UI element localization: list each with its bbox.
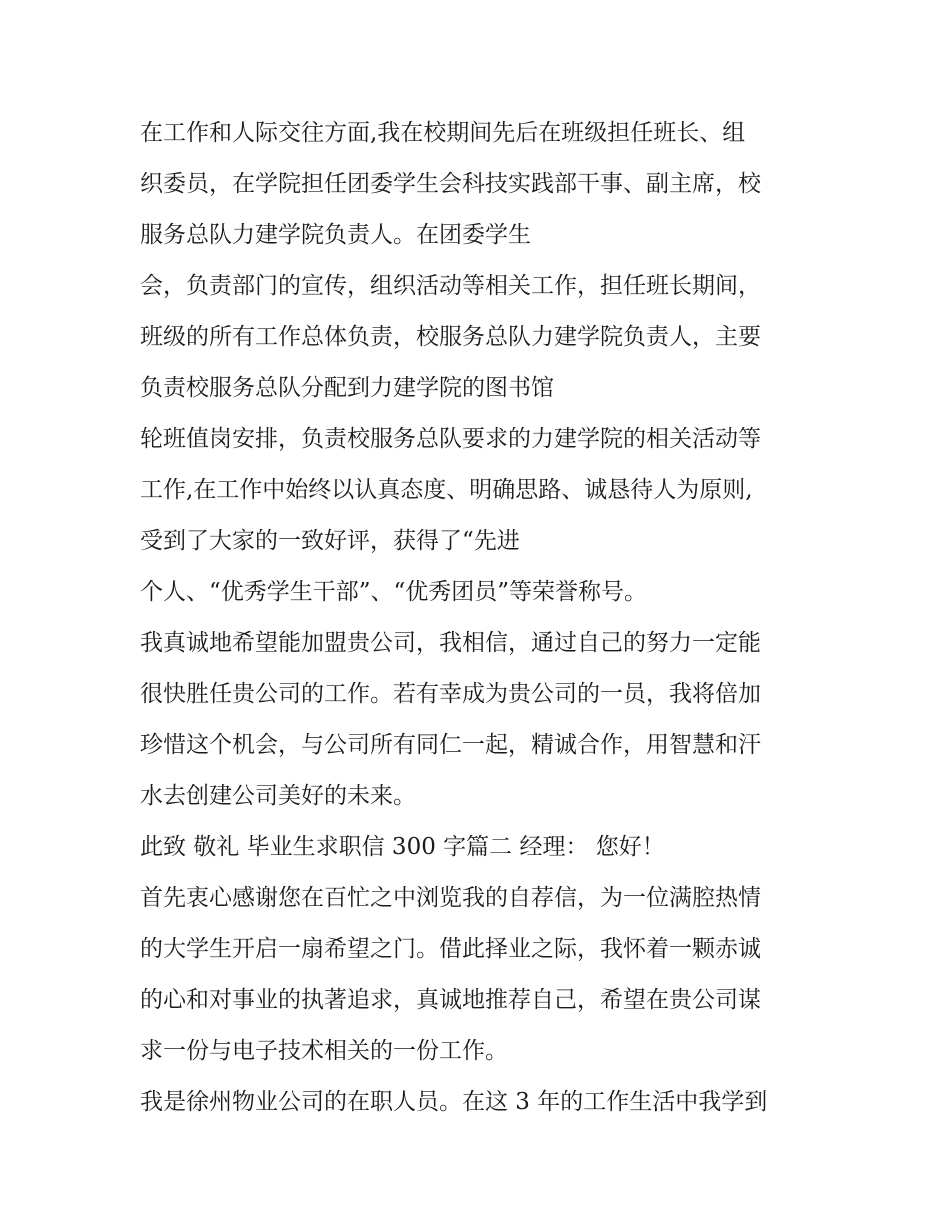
- text-line: 很快胜任贵公司的工作。若有幸成为贵公司的一员，我将倍加: [140, 681, 761, 707]
- text-line: 珍惜这个机会，与公司所有同仁一起，精诚合作，用智慧和汗: [140, 732, 761, 758]
- text-line: 负责校服务总队分配到力建学院的图书馆: [140, 375, 554, 401]
- text-line: 织委员，在学院担任团委学生会科技实践部干事、副主席，校: [140, 171, 761, 197]
- text-line: 我是徐州物业公司的在职人员。在这 3 年的工作生活中我学到: [140, 1089, 768, 1115]
- text-line: 水去创建公司美好的未来。: [140, 783, 416, 809]
- text-line: 我真诚地希望能加盟贵公司，我相信，通过自己的努力一定能: [140, 630, 761, 656]
- text-line: 的大学生开启一扇希望之门。借此择业之际，我怀着一颗赤诚: [140, 936, 761, 962]
- text-line: 此致 敬礼 毕业生求职信 300 字篇二 经理： 您好！: [140, 834, 665, 860]
- text-line: 工作,在工作中始终以认真态度、明确思路、诚恳待人为原则,: [140, 477, 753, 503]
- text-line: 受到了大家的一致好评，获得了“先进: [140, 528, 520, 554]
- text-line: 的心和对事业的执著追求，真诚地推荐自己，希望在贵公司谋: [140, 987, 761, 1013]
- text-line: 求一份与电子技术相关的一份工作。: [140, 1038, 508, 1064]
- text-line: 在工作和人际交往方面,我在校期间先后在班级担任班长、组: [140, 120, 746, 146]
- text-line: 首先衷心感谢您在百忙之中浏览我的自荐信，为一位满腔热情: [140, 885, 761, 911]
- text-line: 会，负责部门的宣传，组织活动等相关工作，担任班长期间，: [140, 273, 761, 299]
- text-line: 轮班值岗安排，负责校服务总队要求的力建学院的相关活动等: [140, 426, 761, 452]
- text-line: 班级的所有工作总体负责，校服务总队力建学院负责人，主要: [140, 324, 761, 350]
- text-line: 个人、“优秀学生干部”、“优秀团员”等荣誉称号。: [140, 579, 648, 605]
- text-line: 服务总队力建学院负责人。在团委学生: [140, 222, 531, 248]
- document-body: [140, 108, 830, 1128]
